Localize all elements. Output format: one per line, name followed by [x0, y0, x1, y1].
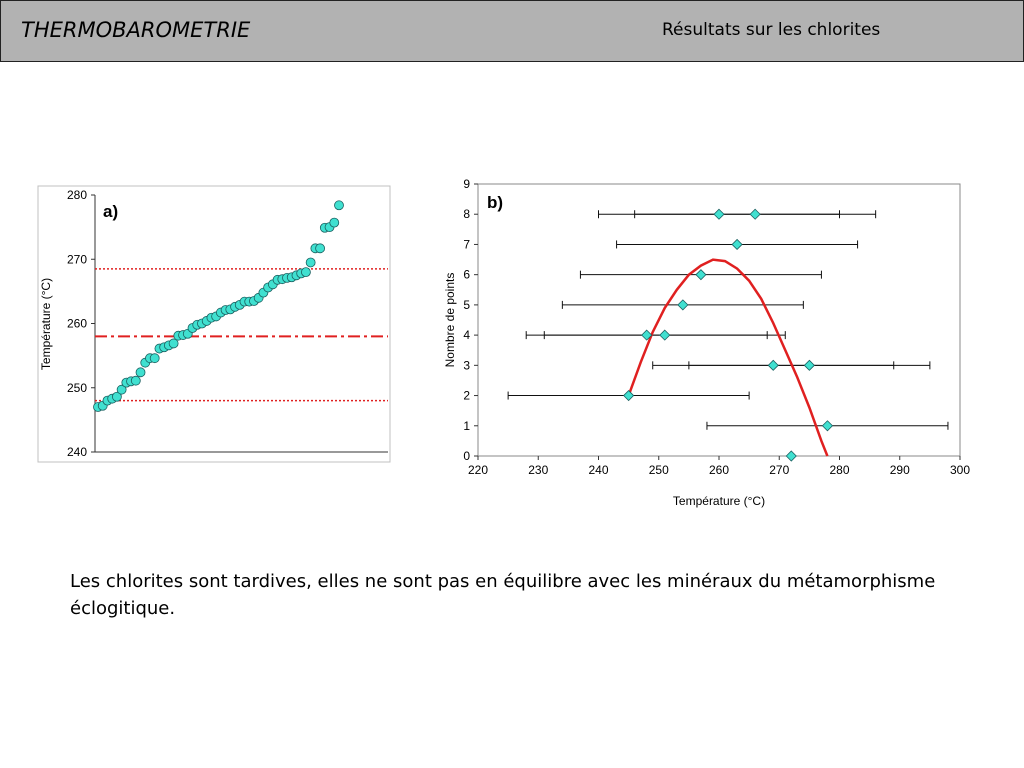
chart-b-y-tick-label: 3 [463, 358, 470, 373]
chart-a-point [301, 268, 310, 277]
chart-b-y-tick-label: 5 [463, 297, 470, 312]
slide-title: THERMOBAROMETRIE [21, 18, 251, 42]
chart-b-plot-area [478, 184, 960, 456]
chart-b-x-label: Température (°C) [672, 494, 766, 508]
chart-a-frame [38, 186, 390, 462]
chart-b-x-tick-label: 290 [889, 463, 910, 477]
chart-b-x-tick-label: 250 [648, 463, 669, 477]
chart-a-y-label: Température (°C) [39, 277, 53, 371]
chart-b-x-tick-label: 220 [467, 463, 489, 477]
chart-a-y-tick-label: 250 [66, 380, 87, 395]
chart-a-y-tick-label: 240 [66, 445, 87, 459]
chart-b-x-tick-label: 260 [708, 463, 730, 477]
slide-header [0, 0, 1024, 62]
chart-a-point [131, 376, 140, 385]
chart-b-y-tick-label: 2 [463, 388, 470, 403]
chart-b-y-tick-label: 8 [463, 207, 470, 222]
chart-a-y-tick-label: 260 [66, 316, 87, 331]
chart-a-panel-label: a) [103, 202, 119, 221]
chart-b-y-tick-label: 4 [463, 328, 470, 343]
chart-a-point [306, 258, 315, 267]
chart-b-x-tick-label: 240 [588, 463, 609, 477]
chart-b-y-tick-label: 6 [463, 267, 470, 282]
chart-b-y-tick-label: 7 [463, 237, 470, 252]
chart-a-point [335, 201, 344, 210]
chart-a-y-tick-label: 280 [66, 188, 87, 202]
chart-b-y-tick-label: 1 [463, 418, 470, 433]
slide-subtitle: Résultats sur les chlorites [662, 20, 881, 40]
chart-b-x-tick-label: 280 [829, 463, 850, 477]
chart-a [30, 180, 400, 470]
chart-a-point [330, 218, 339, 227]
chart-b-y-label: Nombre de points [443, 272, 457, 368]
chart-a-y-tick-label: 270 [66, 252, 87, 267]
chart-b-y-tick-label: 9 [463, 177, 470, 191]
chart-b-panel-label: b) [487, 193, 504, 212]
chart-b-x-tick-label: 230 [528, 463, 549, 477]
chart-a-point [136, 368, 145, 377]
chart-b [438, 172, 988, 517]
chart-b-x-tick-label: 270 [769, 463, 790, 477]
slide-caption: Les chlorites sont tardives, elles ne sont pas en équilibre avec les minéraux du métamorphisme éclogitique. [70, 571, 936, 619]
chart-a-point [316, 244, 325, 253]
chart-b-y-tick-label: 0 [463, 449, 470, 463]
chart-b-x-tick-label: 300 [949, 463, 971, 477]
chart-a-point [150, 354, 159, 363]
